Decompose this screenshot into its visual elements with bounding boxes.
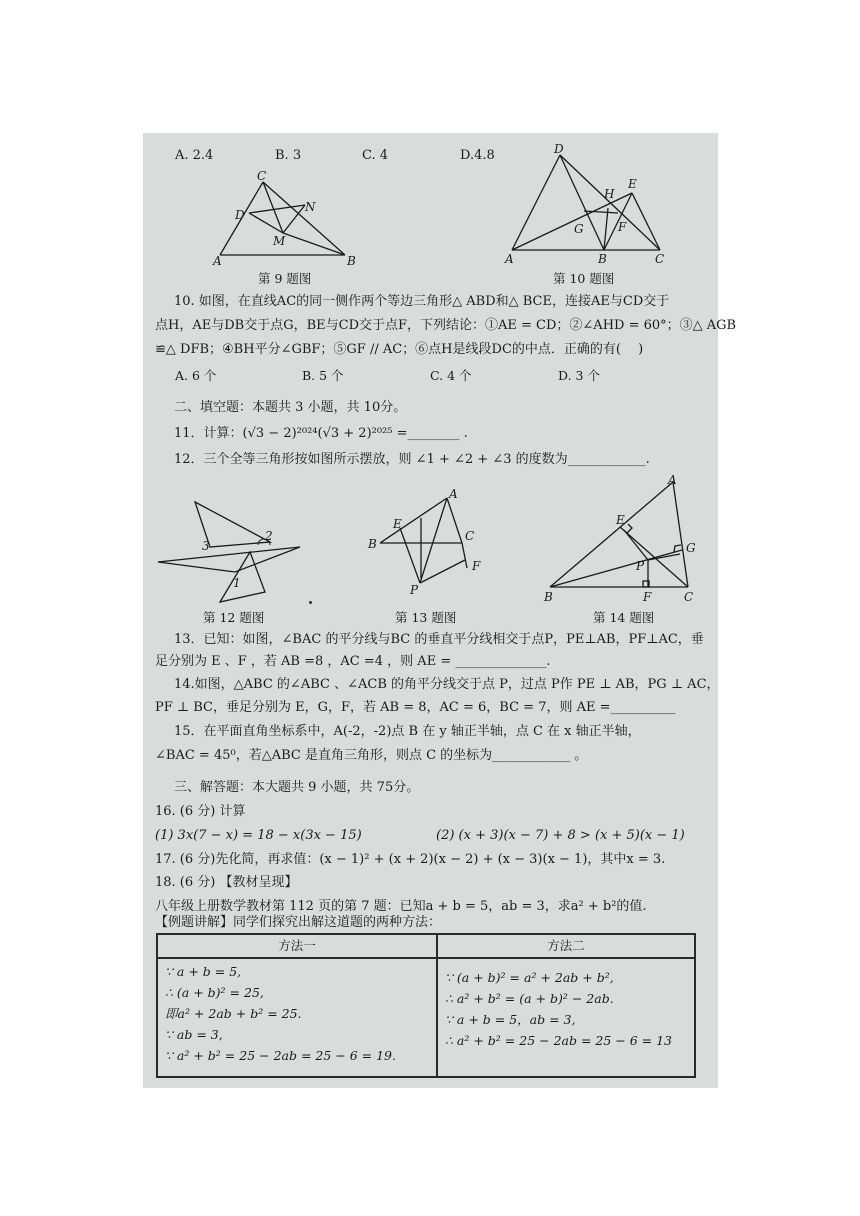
fig13-label-c: C xyxy=(465,529,475,543)
fig9-label-n: N xyxy=(305,200,316,214)
q18-line1: 八年级上册数学教材第 112 页的第 7 题：已知a + b = 5，ab = 3，求a² + b²的值. xyxy=(155,899,647,914)
figure-12 xyxy=(150,492,315,607)
fig14-label-a: A xyxy=(668,473,677,487)
q9-option-c: C. 4 xyxy=(362,148,389,163)
q10-option-a: A. 6 个 xyxy=(175,368,217,383)
q9-option-d: D.4.8 xyxy=(460,148,495,163)
q14-line2: PF ⊥ BC，垂足分别为 E，G，F，若 AB = 8，AC = 6，BC = 7，则 AE =__________ xyxy=(155,700,676,715)
method1-step: ∵ a² + b² = 25 − 2ab = 25 − 6 = 19. xyxy=(165,1048,396,1063)
method1-header: 方法一 xyxy=(157,934,437,958)
fig13-label-a: A xyxy=(449,487,458,501)
fig9-label-a: A xyxy=(213,254,222,268)
fig12-label-1: 1 xyxy=(233,576,241,590)
fig10-label-a: A xyxy=(505,252,514,266)
fig12-caption: 第 12 题图 xyxy=(203,610,265,625)
q10-line1: 10. 如图，在直线AC的同一侧作两个等边三角形△ ABD和△ BCE，连接AE与CD交于 xyxy=(174,294,670,309)
fig10-label-h: H xyxy=(604,187,615,201)
q17: 17. (6 分)先化简，再求值：(x − 1)² + (x + 2)(x − 2) + (x − 3)(x − 1)，其中x = 3. xyxy=(155,852,666,867)
method2-step: ∵ (a + b)² = a² + 2ab + b², xyxy=(445,970,614,985)
q10-option-c: C. 4 个 xyxy=(430,368,472,383)
fig13-label-p: P xyxy=(410,583,419,597)
method2-cell xyxy=(437,958,695,1077)
q15-line1: 15．在平面直角坐标系中，A(-2，-2)点 B 在 y 轴正半轴，点 C 在 x 轴正半轴， xyxy=(174,724,641,739)
method1-step: ∵ a + b = 5, xyxy=(165,964,242,979)
fig9-caption: 第 9 题图 xyxy=(258,271,312,286)
fig14-label-e: E xyxy=(616,513,625,527)
methods-body-row xyxy=(157,958,695,1077)
fig13-label-f: F xyxy=(472,559,481,573)
q10-line2: 点H，AE与DB交于点G，BE与CD交于点F，下列结论：①AE = CD；②∠AHD = 60°；③△ AGB xyxy=(155,318,737,333)
q13-line1: 13．已知：如图，∠BAC 的平分线与BC 的垂直平分线相交于点P，PE⊥AB，PF⊥AC，垂 xyxy=(174,632,704,647)
fig12-label-3: 3 xyxy=(202,539,210,553)
fig9-label-d: D xyxy=(235,208,245,222)
fig13-caption: 第 13 题图 xyxy=(395,610,457,625)
fig10-label-c: C xyxy=(655,252,665,266)
q9-option-a: A. 2.4 xyxy=(175,148,214,163)
q10-line3: ≌△ DFB；④BH平分∠GBF；⑤GF // AC；⑥点H是线段DC的中点．正确的有( ) xyxy=(155,342,644,357)
fig14-label-c: C xyxy=(684,590,694,604)
figure-13 xyxy=(365,488,490,600)
fig14-label-p: P xyxy=(636,559,645,573)
scan-dot xyxy=(309,601,312,604)
method2-step: ∵ a + b = 5，ab = 3, xyxy=(445,1012,576,1027)
figure-14 xyxy=(540,472,705,607)
methods-table xyxy=(156,933,696,1078)
method1-step: ∵ ab = 3, xyxy=(165,1027,223,1042)
q18-title: 18. (6 分) 【教材呈现】 xyxy=(155,875,298,890)
fig10-label-g: G xyxy=(574,222,584,236)
q14-line1: 14.如图，△ABC 的∠ABC 、∠ACB 的角平分线交于点 P，过点 P作 PE ⊥ AB，PG ⊥ AC， xyxy=(174,677,720,692)
fig10-caption: 第 10 题图 xyxy=(553,271,615,286)
method1-step: ∴ (a + b)² = 25, xyxy=(165,985,264,1000)
fig12-label-2: 2 xyxy=(265,529,273,543)
figure-9 xyxy=(205,165,365,270)
q16-part2: (2) (x + 3)(x − 7) + 8 > (x + 5)(x − 1) xyxy=(436,828,685,843)
fig14-caption: 第 14 题图 xyxy=(593,610,655,625)
section-2-heading: 二、填空题：本题共 3 小题，共 10分。 xyxy=(174,400,407,415)
q13-line2: 足分别为 E 、F ，若 AB =8 ，AC =4 ，则 AE = ______________. xyxy=(155,654,551,669)
fig9-label-b: B xyxy=(347,254,356,268)
section-3-heading: 三、解答题：本大题共 9 小题，共 75分。 xyxy=(174,780,420,795)
q9-option-b: B. 3 xyxy=(275,148,302,163)
q11: 11．计算：(√3 − 2)²⁰²⁴(√3 + 2)²⁰²⁵ =________ . xyxy=(174,426,468,441)
q10-option-b: B. 5 个 xyxy=(302,368,344,383)
figure-10 xyxy=(500,138,680,268)
fig14-label-b: B xyxy=(544,590,553,604)
method2-step: ∴ a² + b² = 25 − 2ab = 25 − 6 = 13 xyxy=(445,1033,673,1048)
methods-header-row xyxy=(157,934,695,958)
fig14-label-f: F xyxy=(643,590,652,604)
method2-header: 方法二 xyxy=(437,934,695,958)
fig10-label-f: F xyxy=(618,220,627,234)
fig10-label-b: B xyxy=(598,252,607,266)
q15-line2: ∠BAC = 45⁰，若△ABC 是直角三角形，则点 C 的坐标为____________ 。 xyxy=(155,748,588,763)
fig10-label-d: D xyxy=(554,142,564,156)
method1-step: 即a² + 2ab + b² = 25. xyxy=(165,1006,302,1021)
q10-option-d: D. 3 个 xyxy=(558,368,600,383)
fig13-label-e: E xyxy=(393,517,402,531)
fig10-label-e: E xyxy=(628,177,637,191)
q18-line2: 【例题讲解】同学们探究出解这道题的两种方法： xyxy=(155,915,442,930)
fig14-label-g: G xyxy=(686,541,696,555)
method2-step: ∴ a² + b² = (a + b)² − 2ab. xyxy=(445,991,614,1006)
q16-part1: (1) 3x(7 − x) = 18 − x(3x − 15) xyxy=(155,828,362,843)
fig13-label-b: B xyxy=(368,537,377,551)
method1-cell xyxy=(157,958,437,1077)
fig9-label-c: C xyxy=(257,169,267,183)
fig9-label-m: M xyxy=(273,234,286,248)
q12: 12．三个全等三角形按如图所示摆放，则 ∠1 + ∠2 + ∠3 的度数为____________. xyxy=(174,452,650,467)
q16-title: 16. (6 分) 计算 xyxy=(155,804,246,819)
